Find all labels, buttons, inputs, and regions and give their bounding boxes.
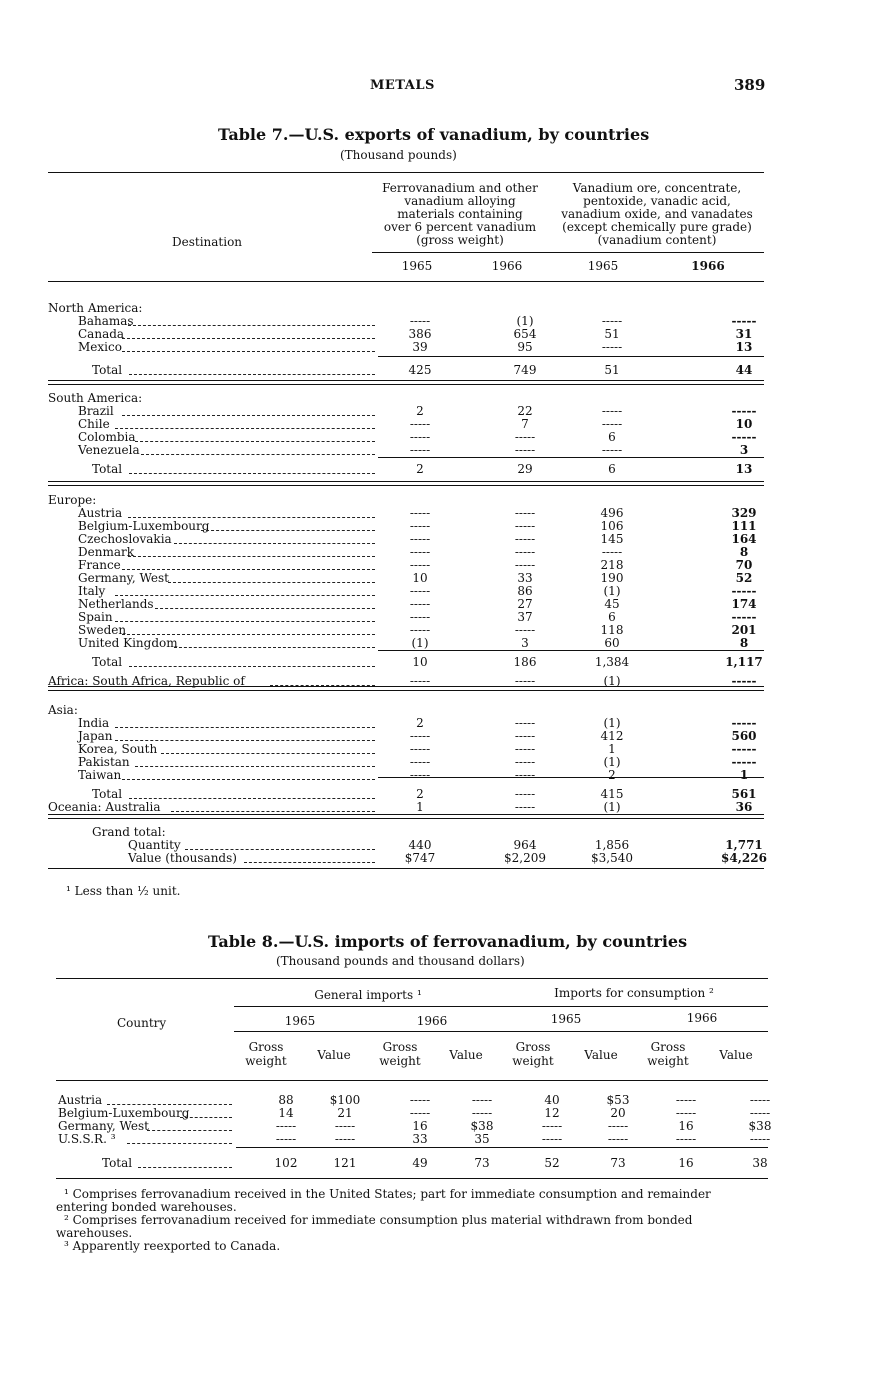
table7-cell: (1)	[516, 314, 534, 328]
leader-dots	[129, 798, 375, 799]
table7-cell: -----	[514, 519, 536, 533]
table7-cell: -----	[601, 340, 623, 354]
table7-year-4: 1966	[691, 259, 725, 273]
table7-cell: (1)	[603, 755, 621, 769]
table7-row-label: Czechoslovakia	[78, 532, 172, 546]
table8-group-general: General imports ¹	[314, 988, 422, 1002]
table7-cell: 10	[412, 571, 428, 585]
table7-cell: -----	[731, 404, 757, 418]
table8-year-2: 1966	[416, 1014, 448, 1028]
table7-header-bottom-rule	[48, 281, 764, 282]
table7-cell: -----	[731, 716, 757, 730]
table7-cell: 45	[604, 597, 620, 611]
table8-cell: -----	[409, 1093, 431, 1107]
table8-cell: 73	[474, 1156, 490, 1170]
table7-cell: -----	[601, 314, 623, 328]
table7-cell: -----	[409, 729, 431, 743]
table7-group1-header: Ferrovanadium and other vanadium alloying materials containing over 6 percent vanadium (gross weight)	[382, 181, 538, 247]
leader-dots	[122, 634, 375, 635]
table7-cell: -----	[514, 755, 536, 769]
table7-cell: -----	[514, 623, 536, 637]
table7-cell: 95	[517, 340, 533, 354]
table7-cell: 412	[600, 729, 624, 743]
table8-cell: 16	[678, 1119, 694, 1133]
table8-subtitle: (Thousand pounds and thousand dollars)	[276, 954, 525, 968]
table7-cell: 51	[604, 363, 620, 377]
table7-cell: -----	[731, 430, 757, 444]
table7-cell: 3	[739, 443, 749, 457]
table7-cell: 964	[513, 838, 537, 852]
table7-cell: $2,209	[504, 851, 546, 865]
table7-cell: -----	[514, 545, 536, 559]
table7-row-label: Total	[92, 363, 123, 377]
leader-dots	[122, 569, 375, 570]
table7-cell: 1	[608, 742, 616, 756]
table7-cell: 560	[731, 729, 757, 743]
leader-dots	[128, 556, 375, 557]
table7-cell: 218	[600, 558, 624, 572]
table8-footnote-2: ² Comprises ferrovanadium received for immediate consumption plus material withdrawn from bonded	[64, 1213, 693, 1227]
leader-dots	[127, 1143, 232, 1144]
table7-row-label: Korea, South	[78, 742, 158, 756]
table8-footnote-3: ³ Apparently reexported to Canada.	[64, 1239, 281, 1253]
table8-cell: 49	[412, 1156, 428, 1170]
table8-subheader: Value	[719, 1048, 753, 1062]
table7-cell: -----	[409, 558, 431, 572]
table7-row-label: Denmark	[78, 545, 134, 559]
table7-cell: 10	[412, 655, 428, 669]
table7-cell: 415	[600, 787, 624, 801]
table8-footnotes	[56, 1188, 776, 1253]
table7-cell: 37	[517, 610, 533, 624]
table7-cell: 329	[731, 506, 757, 520]
leader-dots	[161, 753, 375, 754]
table8-cell: 20	[610, 1106, 626, 1120]
leader-dots	[201, 530, 375, 531]
leader-dots	[122, 779, 375, 780]
table8-cell: -----	[749, 1132, 771, 1146]
table8-cell: -----	[675, 1093, 697, 1107]
table7-cell: 118	[600, 623, 624, 637]
table7-row-label: Africa: South Africa, Republic of	[48, 674, 245, 688]
leader-dots	[135, 766, 375, 767]
table7-cell: 10	[735, 417, 753, 431]
table7-cell: -----	[409, 314, 431, 328]
table8-subheader: Gross weight	[379, 1040, 421, 1068]
table7-row-label: Europe:	[48, 493, 97, 507]
leader-dots	[107, 1104, 232, 1105]
leader-dots	[147, 1130, 232, 1131]
leader-dots	[180, 1117, 232, 1118]
table8-footnote-2-cont: warehouses.	[56, 1226, 133, 1240]
table7-rule	[378, 650, 764, 651]
table8-cell: 12	[544, 1106, 560, 1120]
table8-cell: $53	[606, 1093, 630, 1107]
table7-row-label: Asia:	[48, 703, 78, 717]
table7-cell: 106	[600, 519, 624, 533]
table8-cell: -----	[471, 1093, 493, 1107]
table7-rule	[378, 356, 764, 357]
table8-year-1: 1965	[284, 1014, 316, 1028]
table7-year-1: 1965	[401, 259, 433, 273]
table8-cell: -----	[275, 1119, 297, 1133]
table7-cell: 496	[600, 506, 624, 520]
table7-cell: -----	[409, 610, 431, 624]
table7-cell: -----	[731, 674, 757, 688]
table8-row-label: Austria	[58, 1093, 103, 1107]
table7-row-label: Grand total:	[92, 825, 166, 839]
table7-cell: 36	[735, 800, 753, 814]
table8-cell: -----	[409, 1106, 431, 1120]
table8-header-bottom-rule	[56, 1080, 768, 1081]
table7-cell: -----	[409, 519, 431, 533]
table7-cell: -----	[409, 674, 431, 688]
table8-cell: -----	[471, 1106, 493, 1120]
table7-cell: 6	[608, 462, 616, 476]
table8-cell: $38	[470, 1119, 494, 1133]
table7-rule	[378, 777, 764, 778]
table8-year-rule	[234, 1031, 768, 1032]
leader-dots	[155, 608, 375, 609]
table7-row-label: Colombia	[78, 430, 136, 444]
table7-row-label: Germany, West	[78, 571, 169, 585]
table7-cell: -----	[514, 787, 536, 801]
table7-cell: 44	[735, 363, 753, 377]
table7-row-label: Austria	[78, 506, 123, 520]
table7-cell: -----	[409, 597, 431, 611]
table7-row-label: Venezuela	[78, 443, 140, 457]
table8-cell: -----	[334, 1132, 356, 1146]
table7-row-label: Canada	[78, 327, 125, 341]
table7-rule	[378, 457, 764, 458]
table7-cell: 7	[521, 417, 529, 431]
table7-cell: 190	[600, 571, 624, 585]
table7-cell: 1,771	[725, 838, 763, 852]
leader-dots	[138, 1167, 232, 1168]
table8-row-label: Germany, West	[58, 1119, 149, 1133]
table7-cell: 2	[608, 768, 616, 782]
leader-dots	[115, 595, 375, 596]
table8-cell: 73	[610, 1156, 626, 1170]
table7-cell: 2	[416, 404, 424, 418]
table7-cell: 1,117	[725, 655, 763, 669]
table8-footnote-1: ¹ Comprises ferrovanadium received in the United States; part for immediate consumption and remainder	[64, 1187, 711, 1201]
table7-year-3: 1965	[587, 259, 619, 273]
table8-cell: 52	[544, 1156, 560, 1170]
table7-cell: 1	[739, 768, 749, 782]
table7-cell: 31	[735, 327, 753, 341]
table8-cell: -----	[675, 1132, 697, 1146]
leader-dots	[171, 811, 375, 812]
leader-dots	[129, 666, 375, 667]
table7-double-rule	[48, 814, 764, 819]
table7-cell: -----	[514, 768, 536, 782]
table7-cell: 13	[735, 462, 753, 476]
table8-title: Table 8.—U.S. imports of ferrovanadium, by countries	[208, 932, 688, 951]
table7-cell: -----	[601, 443, 623, 457]
leader-dots	[129, 473, 375, 474]
table8-cell: -----	[749, 1093, 771, 1107]
table7-cell: 164	[731, 532, 757, 546]
table7-cell: -----	[409, 417, 431, 431]
table8-cell: -----	[275, 1132, 297, 1146]
leader-dots	[122, 351, 375, 352]
table7-row-label: Pakistan	[78, 755, 130, 769]
leader-dots	[129, 374, 375, 375]
table7-year-rule	[372, 252, 764, 253]
table7-cell: -----	[731, 314, 757, 328]
table7-cell: -----	[514, 430, 536, 444]
table7-row-label: Total	[92, 462, 123, 476]
table7-top-rule	[48, 172, 764, 173]
running-header-section: METALS	[370, 78, 435, 93]
leader-dots	[128, 517, 375, 518]
table7-cell: -----	[514, 506, 536, 520]
table7-cell: -----	[731, 742, 757, 756]
table8-subheader: Value	[317, 1048, 351, 1062]
table7-cell: (1)	[411, 636, 429, 650]
leader-dots	[128, 325, 375, 326]
leader-dots	[244, 862, 375, 863]
leader-dots	[115, 621, 375, 622]
table7-cell: -----	[514, 674, 536, 688]
table7-cell: 1,384	[594, 655, 630, 669]
table7-cell: -----	[731, 584, 757, 598]
table8-subheader: Value	[449, 1048, 483, 1062]
table7-row-label: Total	[92, 655, 123, 669]
table7-cell: -----	[514, 800, 536, 814]
table7-cell: 440	[408, 838, 432, 852]
table7-cell: -----	[409, 545, 431, 559]
table7-cell: 8	[739, 636, 749, 650]
table7-cell: -----	[409, 506, 431, 520]
table7-cell: $747	[404, 851, 436, 865]
table8-cell: 33	[412, 1132, 428, 1146]
table8-subheader: Value	[584, 1048, 618, 1062]
table8-cell: 121	[333, 1156, 357, 1170]
table7-cell: 201	[731, 623, 757, 637]
table7-subtitle: (Thousand pounds)	[340, 148, 457, 162]
table8-cell: 16	[678, 1156, 694, 1170]
table7-cell: $3,540	[591, 851, 633, 865]
table7-cell: -----	[601, 417, 623, 431]
table7-cell: -----	[731, 755, 757, 769]
table8-year-4: 1966	[686, 1011, 718, 1025]
table8-cell: 40	[544, 1093, 560, 1107]
table7-cell: 51	[604, 327, 620, 341]
table7-cell: -----	[514, 532, 536, 546]
leader-dots	[115, 740, 375, 741]
table8-year-3: 1965	[550, 1012, 582, 1026]
table8-group-consumption: Imports for consumption ²	[554, 986, 714, 1000]
table7-cell: 52	[735, 571, 753, 585]
table8-cell: 102	[274, 1156, 298, 1170]
table7-double-rule	[48, 686, 764, 691]
table7-cell: 386	[408, 327, 432, 341]
table7-row-label: United Kingdom	[78, 636, 178, 650]
leader-dots	[122, 415, 375, 416]
table8-cell: 35	[474, 1132, 490, 1146]
page-number: 389	[734, 76, 766, 94]
table7-cell: -----	[409, 430, 431, 444]
table7-row-label: India	[78, 716, 110, 730]
table7-cell: (1)	[603, 800, 621, 814]
table7-cell: -----	[601, 545, 623, 559]
table7-row-label: Quantity	[128, 838, 181, 852]
table7-cell: -----	[409, 532, 431, 546]
table7-cell: -----	[409, 584, 431, 598]
table7-cell: -----	[409, 755, 431, 769]
table8-cell: -----	[334, 1119, 356, 1133]
table7-cell: -----	[514, 443, 536, 457]
table7-title: Table 7.—U.S. exports of vanadium, by countries	[218, 125, 650, 144]
table8-cell: 88	[278, 1093, 294, 1107]
table7-row-label: Bahamas	[78, 314, 134, 328]
table7-row-label: Sweden	[78, 623, 127, 637]
table8-cell: -----	[607, 1119, 629, 1133]
table7-row-label: Netherlands	[78, 597, 154, 611]
table8-cell: $38	[748, 1119, 772, 1133]
table7-cell: -----	[514, 729, 536, 743]
table7-row-label: France	[78, 558, 121, 572]
table7-destination-header: Destination	[172, 235, 243, 249]
leader-dots	[185, 849, 375, 850]
table7-cell: 86	[517, 584, 533, 598]
leader-dots	[122, 338, 375, 339]
table7-cell: 145	[600, 532, 624, 546]
table7-row-label: Japan	[78, 729, 113, 743]
leader-dots	[174, 543, 375, 544]
table7-cell: 60	[604, 636, 620, 650]
table7-row-label: Value (thousands)	[128, 851, 237, 865]
table7-cell: -----	[409, 742, 431, 756]
table7-cell: 561	[731, 787, 757, 801]
table8-cell: -----	[541, 1119, 563, 1133]
table7-double-rule	[48, 380, 764, 385]
table8-cell: -----	[541, 1132, 563, 1146]
leader-dots	[135, 441, 375, 442]
table7-row-label: South America:	[48, 391, 143, 405]
table7-cell: 8	[739, 545, 749, 559]
table8-cell: $100	[329, 1093, 361, 1107]
table7-cell: 70	[735, 558, 753, 572]
table7-row-label: Chile	[78, 417, 110, 431]
leader-dots	[141, 454, 375, 455]
table8-group-rule	[234, 1006, 768, 1007]
table7-double-rule	[48, 481, 764, 486]
table7-cell: -----	[409, 623, 431, 637]
table7-cell: 186	[513, 655, 537, 669]
table7-cell: (1)	[603, 674, 621, 688]
table7-cell: 29	[517, 462, 533, 476]
table7-group2-header: Vanadium ore, concentrate, pentoxide, vanadic acid, vanadium oxide, and vanadates (except chemically pure grade) (vanadium content)	[561, 181, 753, 247]
table7-cell: 1	[416, 800, 424, 814]
table7-footnote: ¹ Less than ½ unit.	[66, 884, 181, 898]
leader-dots	[115, 727, 375, 728]
table7-cell: 22	[517, 404, 533, 418]
table7-cell: 27	[517, 597, 533, 611]
table8-subheader: Gross weight	[647, 1040, 689, 1068]
table8-cell: 21	[337, 1106, 353, 1120]
table7-cell: 2	[416, 787, 424, 801]
table7-row-label: Belgium-Luxembourg	[78, 519, 210, 533]
table8-cell: -----	[749, 1106, 771, 1120]
table8-top-rule	[56, 978, 768, 979]
table8-cell: -----	[675, 1106, 697, 1120]
leader-dots	[115, 428, 375, 429]
table7-cell: -----	[514, 742, 536, 756]
table7-cell: -----	[731, 610, 757, 624]
table7-cell: 6	[608, 430, 616, 444]
table7-cell: 13	[735, 340, 753, 354]
leader-dots	[168, 582, 375, 583]
table7-row-label: Spain	[78, 610, 113, 624]
table7-cell: 111	[731, 519, 757, 533]
table7-cell: $4,226	[721, 851, 767, 865]
table8-subheader: Gross weight	[245, 1040, 287, 1068]
table7-cell: -----	[601, 404, 623, 418]
table8-total-rule	[236, 1147, 768, 1148]
table7-cell: 174	[731, 597, 757, 611]
table8-subheader: Gross weight	[512, 1040, 554, 1068]
table7-row-label: Mexico	[78, 340, 122, 354]
table7-cell: (1)	[603, 584, 621, 598]
table8-cell: -----	[607, 1132, 629, 1146]
table7-cell: -----	[514, 558, 536, 572]
table7-cell: 2	[416, 462, 424, 476]
table7-cell: 6	[608, 610, 616, 624]
table8-cell: 16	[412, 1119, 428, 1133]
table7-row-label: Oceania: Australia	[48, 800, 161, 814]
table7-row-label: Total	[92, 787, 123, 801]
table7-cell: (1)	[603, 716, 621, 730]
table7-row-label: North America:	[48, 301, 143, 315]
table7-year-2: 1966	[491, 259, 523, 273]
table8-row-label: U.S.S.R. ³	[58, 1132, 116, 1146]
table7-cell: 1,856	[594, 838, 630, 852]
table7-cell: 33	[517, 571, 533, 585]
table7-cell: 749	[513, 363, 537, 377]
table8-footnote-1-cont: entering bonded warehouses.	[56, 1200, 237, 1214]
table7-cell: 2	[416, 716, 424, 730]
table7-cell: 425	[408, 363, 432, 377]
table7-cell: -----	[514, 716, 536, 730]
table7-cell: 654	[513, 327, 537, 341]
table8-bottom-rule	[56, 1178, 768, 1179]
table8-country-header: Country	[117, 1016, 167, 1030]
table7-row-label: Brazil	[78, 404, 114, 418]
table7-bottom-rule	[48, 868, 764, 869]
table8-row-label: Total	[102, 1156, 133, 1170]
table7-cell: 3	[521, 636, 529, 650]
table7-row-label: Italy	[78, 584, 106, 598]
table7-cell: -----	[409, 768, 431, 782]
table8-cell: 38	[752, 1156, 768, 1170]
table8-row-label: Belgium-Luxembourg	[58, 1106, 190, 1120]
table7-cell: -----	[409, 443, 431, 457]
table7-cell: 39	[412, 340, 428, 354]
table7-row-label: Taiwan	[78, 768, 122, 782]
leader-dots	[174, 647, 375, 648]
table8-cell: 14	[278, 1106, 294, 1120]
